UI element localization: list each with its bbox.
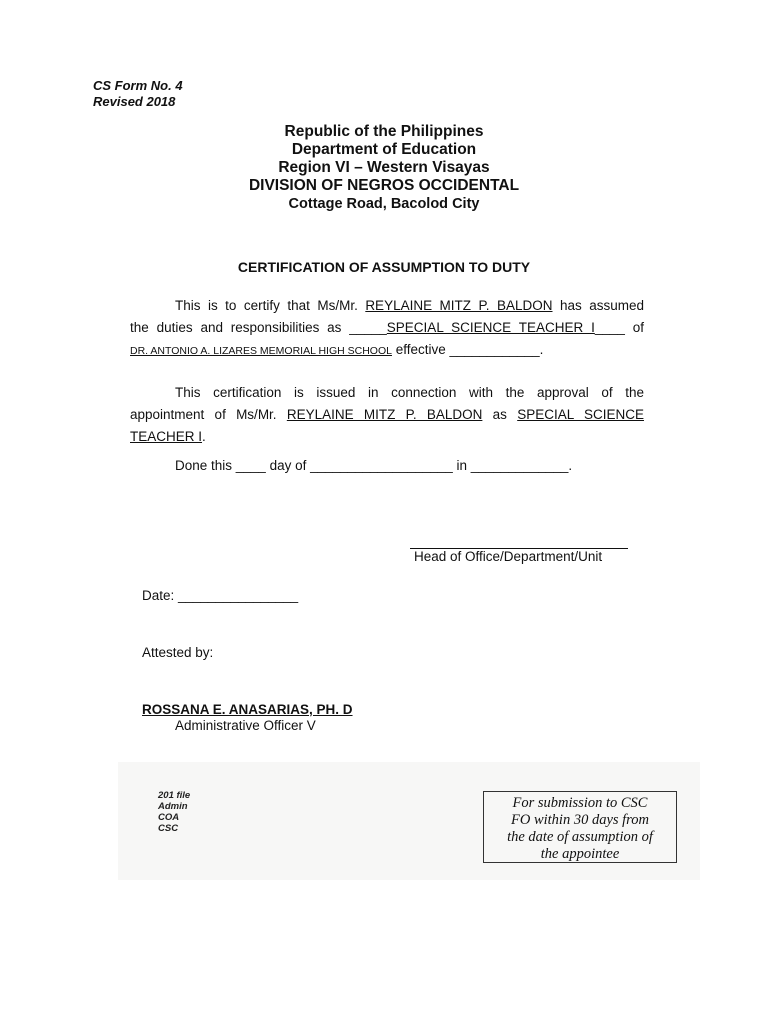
- p2-position-line1: SPECIAL SCIENCE: [517, 407, 644, 422]
- officer-name-block: [142, 702, 353, 717]
- letterhead: [0, 123, 768, 213]
- p2-as: as: [492, 407, 507, 422]
- p2-position-line2: TEACHER I: [130, 429, 203, 444]
- letterhead-division: DIVISION OF NEGROS OCCIDENTAL: [248, 177, 520, 194]
- signature-label: Head of Office/Department/Unit: [414, 549, 603, 564]
- paragraph1-line1: [130, 295, 644, 317]
- p1-position-prefix: _____: [349, 320, 387, 335]
- submission-stamp: [483, 791, 677, 863]
- signature-line: [410, 532, 628, 549]
- form-revision: Revised 2018: [93, 94, 176, 109]
- stamp-line3: the date of assumption of: [507, 829, 653, 845]
- letterhead-department: Department of Education: [291, 141, 477, 158]
- paragraph1-line3: [130, 339, 644, 362]
- copy-item: Admin: [158, 801, 188, 812]
- p1-school: DR. ANTONIO A. LIZARES MEMORIAL HIGH SCHOOL: [130, 345, 392, 357]
- paragraph1-line2: [130, 317, 644, 339]
- stamp-line1: For submission to CSC: [512, 795, 648, 811]
- paragraph2-line3: [130, 426, 644, 448]
- p1-employee-name: REYLAINE MITZ P. BALDON: [365, 298, 553, 313]
- approval-paragraph: [130, 382, 644, 448]
- certification-paragraph: [130, 295, 644, 362]
- p2-intro: This certification is issued in connection with the approval of the: [175, 385, 644, 400]
- stamp-line2: FO within 30 days from: [510, 812, 650, 828]
- letterhead-address: Cottage Road, Bacolod City: [288, 196, 480, 212]
- p1-of: of: [632, 320, 644, 335]
- p1-intro: This is to certify that Ms/Mr.: [175, 298, 358, 313]
- done-line: Done this ____ day of ___________________ in _____________.: [175, 458, 573, 473]
- paragraph2-line2: [130, 404, 644, 426]
- p1-position: SPECIAL SCIENCE TEACHER I: [386, 320, 595, 335]
- form-number-block: [93, 78, 183, 110]
- officer-name: ROSSANA E. ANASARIAS, PH. D: [142, 702, 353, 717]
- copy-item: 201 file: [158, 790, 191, 801]
- paragraph2-line1: [130, 382, 644, 404]
- p1-assumed: has assumed: [559, 298, 644, 313]
- form-number: CS Form No. 4: [93, 78, 183, 93]
- document-title: CERTIFICATION OF ASSUMPTION TO DUTY: [237, 259, 531, 275]
- p1-position-suffix: ____: [594, 320, 625, 335]
- stamp-line4: the appointee: [540, 846, 620, 862]
- letterhead-republic: Republic of the Philippines: [284, 123, 484, 140]
- copy-item: COA: [158, 812, 180, 823]
- copy-distribution-list: [158, 790, 190, 834]
- p1-duties-text: the duties and responsibilities as: [130, 320, 342, 335]
- p1-effective: effective ____________.: [395, 342, 544, 357]
- letterhead-region: Region VI – Western Visayas: [278, 159, 490, 176]
- p2-end: .: [202, 429, 206, 444]
- officer-title: Administrative Officer V: [175, 718, 316, 733]
- date-line: Date: ________________: [142, 588, 299, 603]
- p2-employee-name: REYLAINE MITZ P. BALDON: [286, 407, 483, 422]
- p1-position-field: [349, 320, 625, 335]
- p2-appointment-text: appointment of Ms/Mr.: [130, 407, 277, 422]
- attested-by-label: Attested by:: [142, 645, 214, 660]
- copy-item: CSC: [158, 823, 179, 834]
